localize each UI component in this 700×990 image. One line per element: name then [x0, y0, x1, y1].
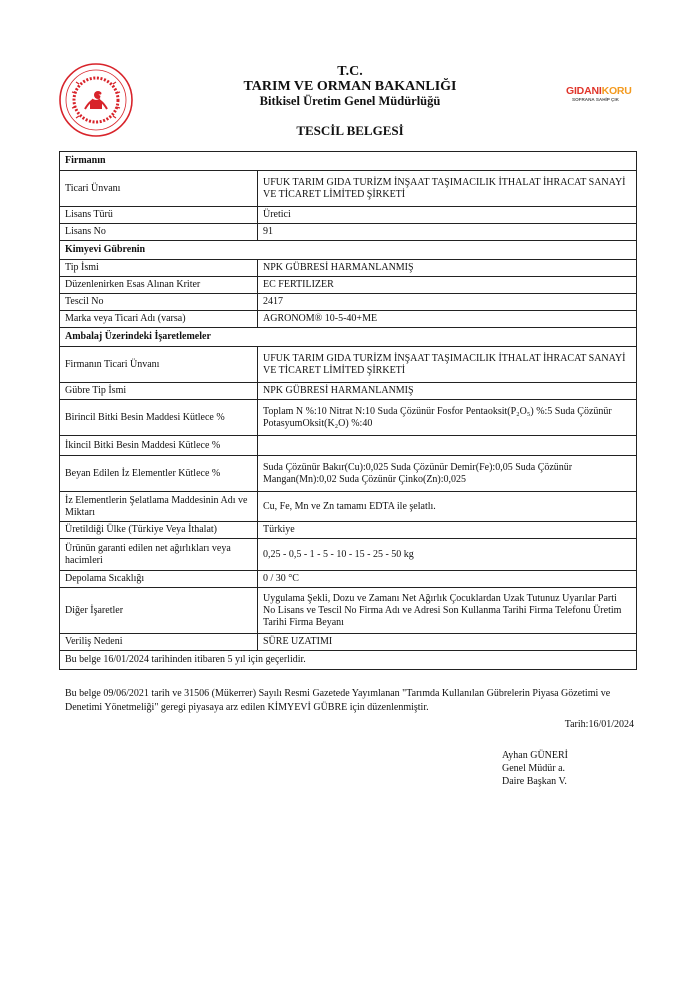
table-row: [60, 260, 637, 277]
table-row: [60, 436, 637, 456]
value-verilis: SÜRE UZATIMI: [258, 634, 637, 651]
label-depolama: Depolama Sıcaklığı: [60, 571, 258, 588]
document-header: [0, 64, 700, 109]
signer-title-2: Daire Başkan V.: [502, 776, 567, 787]
brand-part2: KORU: [601, 85, 632, 97]
validity-note: Bu belge 16/01/2024 tarihinden itibaren 5 yıl için geçerlidir.: [60, 651, 637, 670]
table-row: [60, 492, 637, 522]
label-kriter: Düzenlenirken Esas Alınan Kriter: [60, 277, 258, 294]
label-firma-unvan: Firmanın Ticari Ünvanı: [60, 347, 258, 383]
label-birincil: Birincil Bitki Besin Maddesi Kütlece %: [60, 400, 258, 436]
label-marka: Marka veya Ticari Adı (varsa): [60, 311, 258, 328]
value-tescil-no: 2417: [258, 294, 637, 311]
value-birincil: Toplam N %:10 Nitrat N:10 Suda Çözünür Fosfor Pentaoksit(P₂O₅) %:5 Suda Çözünür PotasyumOksit(K₂O) %:40: [258, 400, 637, 436]
table-row: [60, 651, 637, 670]
label-iz-element: Beyan Edilen İz Elementler Kütlece %: [60, 456, 258, 492]
label-agirlik: Ürünün garanti edilen net ağırlıkları veya hacimleri: [60, 539, 258, 571]
value-tip-ismi: NPK GÜBRESİ HARMANLANMIŞ: [258, 260, 637, 277]
regulation-note: Bu belge 09/06/2021 tarih ve 31506 (Mükerrer) Sayılı Resmi Gazetede Yayımlanan "Tarımda Kullanılan Gübrelerin Piyasa Gözetimi ve Denetimi Yönetmeliği" geregi piyasaya arz edilen KİMYEVİ GÜBRE için düzenlenmiştir.: [65, 688, 611, 713]
value-ulke: Türkiye: [258, 522, 637, 539]
section-firma: Firmanın: [60, 152, 637, 171]
document-title: TESCİL BELGESİ: [296, 123, 404, 138]
label-selatlama: İz Elementlerin Şelatlama Maddesinin Adı ve Miktarı: [60, 492, 258, 522]
label-diger: Diğer İşaretler: [60, 588, 258, 634]
table-row: [60, 456, 637, 492]
value-agirlik: 0,25 - 0,5 - 1 - 5 - 10 - 15 - 25 - 50 kg: [258, 539, 637, 571]
value-marka: AGRONOM® 10-5-40+ME: [258, 311, 637, 328]
table-row: [60, 224, 637, 241]
section-row: [60, 152, 637, 171]
signer-title-1: Genel Müdür a.: [502, 763, 566, 774]
value-kriter: EC FERTILIZER: [258, 277, 637, 294]
signature-block: [502, 749, 568, 788]
value-firma-unvan: UFUK TARIM GIDA TURİZM İNŞAAT TAŞIMACILIK İTHALAT İHRACAT SANAYİ VE TİCARET LİMİTED ŞİRKETİ: [258, 347, 637, 383]
value-selatlama: Cu, Fe, Mn ve Zn tamamı EDTA ile şelatlı.: [258, 492, 637, 522]
table-row: [60, 522, 637, 539]
value-ikincil: [258, 436, 637, 456]
section-kimyevi: Kimyevi Gübrenin: [60, 241, 637, 260]
value-lisans-turu: Üretici: [258, 207, 637, 224]
value-diger: Uygulama Şekli, Dozu ve Zamanı Net Ağırlık Çocuklardan Uzak Tutunuz Uyarılar Parti No Lisans ve Tescil No Firma Adı ve Adresi Son Kullanma Tarihi Firma Telefonu Üretim Tarihi Firma Beyanı: [258, 588, 637, 634]
table-row: [60, 294, 637, 311]
value-iz-element: Suda Çözünür Bakır(Cu):0,025 Suda Çözünür Demir(Fe):0,05 Suda Çözünür Mangan(Mn):0,02 Suda Çözünür Çinko(Zn):0,025: [258, 456, 637, 492]
label-verilis: Veriliş Nedeni: [60, 634, 258, 651]
value-depolama: 0 / 30 °C: [258, 571, 637, 588]
table-row: [60, 383, 637, 400]
header-line-directorate: Bitkisel Üretim Genel Müdürlüğü: [259, 94, 441, 108]
label-lisans-turu: Lisans Türü: [60, 207, 258, 224]
label-tip-ismi: Tip İsmi: [60, 260, 258, 277]
section-row: [60, 241, 637, 260]
brand-tagline: SOFRANA SAHİP ÇIK: [572, 97, 619, 102]
table-row: [60, 539, 637, 571]
table-row: [60, 207, 637, 224]
section-ambalaj: Ambalaj Üzerindeki İşaretlemeler: [60, 328, 637, 347]
header-line-ministry: TARIM VE ORMAN BAKANLIĞI: [243, 79, 457, 94]
section-row: [60, 328, 637, 347]
signer-name: Ayhan GÜNERİ: [502, 750, 569, 761]
value-gubre-tip: NPK GÜBRESİ HARMANLANMIŞ: [258, 383, 637, 400]
table-row: [60, 571, 637, 588]
table-row: [60, 400, 637, 436]
label-tescil-no: Tescil No: [60, 294, 258, 311]
table-row: [60, 171, 637, 207]
registration-table: [59, 151, 637, 670]
value-ticari-unvan: UFUK TARIM GIDA TURİZM İNŞAAT TAŞIMACILIK İTHALAT İHRACAT SANAYİ VE TİCARET LİMİTED ŞİRKETİ: [258, 171, 637, 207]
table-row: [60, 588, 637, 634]
label-ulke: Üretildiği Ülke (Türkiye Veya İthalat): [60, 522, 258, 539]
value-lisans-no: 91: [258, 224, 637, 241]
table-row: [60, 277, 637, 294]
table-row: [60, 311, 637, 328]
header-line-tc: T.C.: [337, 64, 363, 79]
table-row: [60, 347, 637, 383]
table-row: [60, 634, 637, 651]
label-lisans-no: Lisans No: [60, 224, 258, 241]
issue-date: Tarih:16/01/2024: [564, 719, 634, 730]
label-gubre-tip: Gübre Tip İsmi: [60, 383, 258, 400]
label-ticari-unvan: Ticari Ünvanı: [60, 171, 258, 207]
brand-part1: GIDANI: [566, 85, 602, 97]
label-ikincil: İkincil Bitki Besin Maddesi Kütlece %: [60, 436, 258, 456]
